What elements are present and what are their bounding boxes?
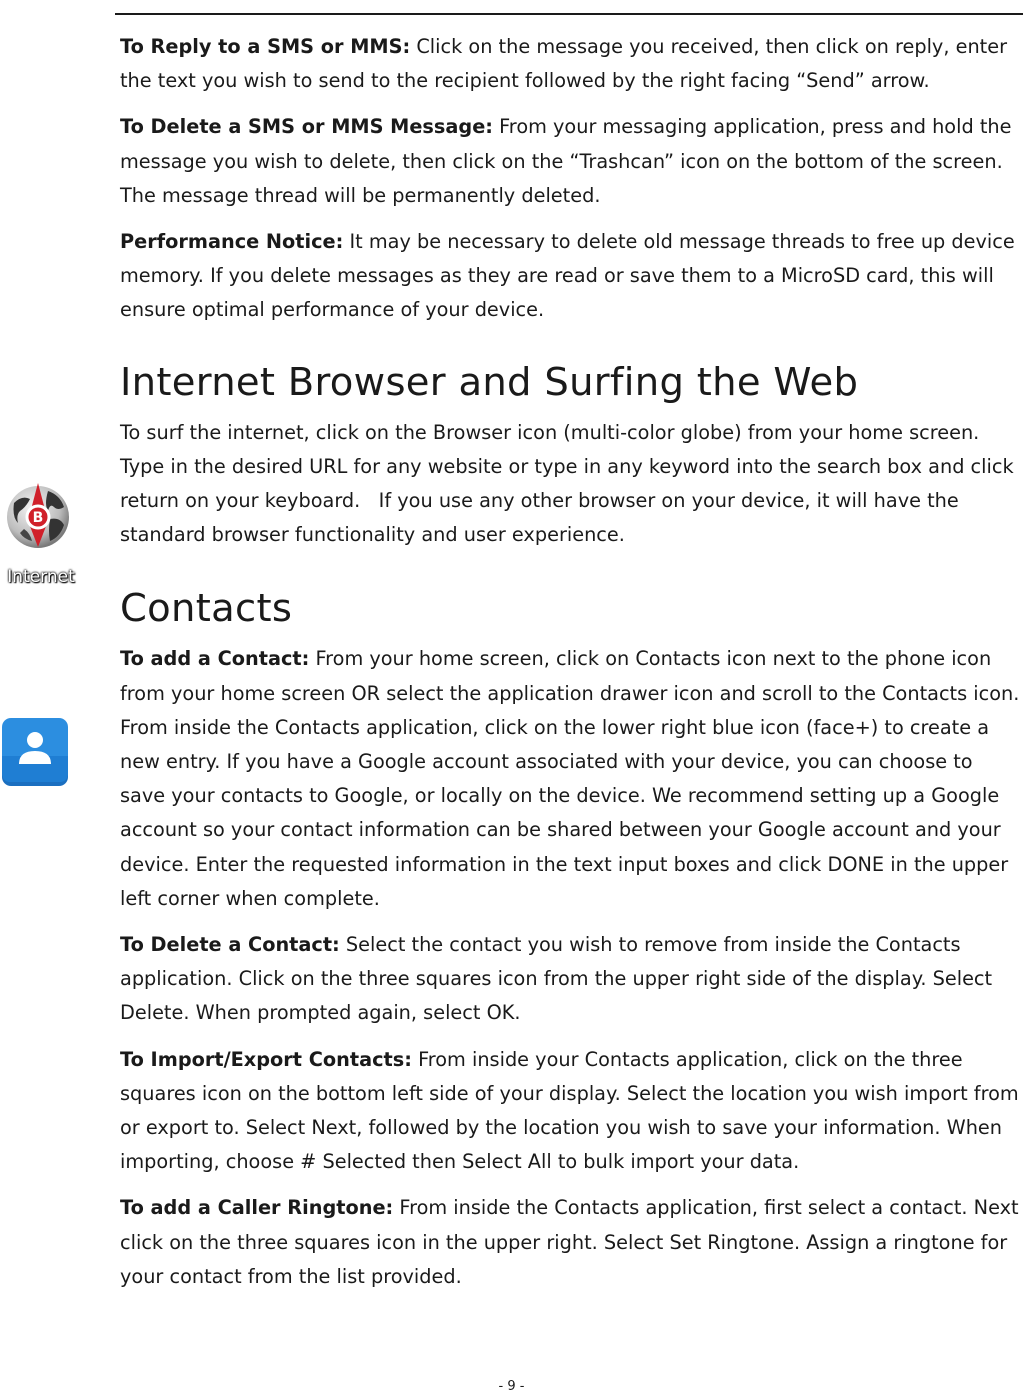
document-body — [120, 30, 1020, 1294]
top-rule — [115, 13, 1023, 15]
contacts-add-label: To add a Contact: — [120, 647, 310, 671]
performance-notice-paragraph — [120, 225, 1020, 328]
sms-delete-label: To Delete a SMS or MMS Message: — [120, 115, 493, 139]
contacts-delete-paragraph — [120, 928, 1020, 1031]
contacts-import-label: To Import/Export Contacts: — [120, 1047, 412, 1071]
svg-text:B: B — [32, 510, 44, 526]
performance-notice-text: It may be necessary to delete old message threads to free up device memory. If you delete messages as they are read or save them to a MicroSD card, this will ensure optimal performance of your device. — [120, 230, 1015, 322]
contacts-import-paragraph — [120, 1043, 1020, 1180]
sms-reply-paragraph — [120, 30, 1020, 98]
contacts-app-icon — [0, 716, 70, 789]
performance-notice-label: Performance Notice: — [120, 230, 344, 254]
contacts-delete-label: To Delete a Contact: — [120, 933, 340, 957]
internet-icon-label: Internet — [7, 567, 75, 587]
contacts-delete-text: Select the contact you wish to remove from inside the Contacts application. Click on the three squares icon from the upper right side of the display. Select Delete. When prompted again, select OK. — [120, 933, 993, 1025]
sms-delete-paragraph — [120, 110, 1020, 213]
internet-body: To surf the internet, click on the Browser icon (multi-color globe) from your home screen. Type in the desired URL for any website or type in any keyword into the search box and click return on your keyboard. If you use any other browser on your device, it will have the standard browser functionality and user experience. — [120, 420, 1020, 547]
contacts-heading: Contacts — [120, 586, 293, 632]
internet-heading: Internet Browser and Surfing the Web — [120, 359, 859, 405]
contacts-add-paragraph — [120, 642, 1020, 916]
contacts-ringtone-paragraph — [120, 1191, 1020, 1294]
contacts-ringtone-label: To add a Caller Ringtone: — [120, 1196, 394, 1220]
page-number: - 9 - — [498, 1379, 525, 1394]
contacts-ringtone-text: From inside the Contacts application, first select a contact. Next click on the three squares icon in the upper right. Select Set Ringtone. Assign a ringtone for your contact from the list provided. — [120, 1196, 1019, 1288]
sms-delete-text: From your messaging application, press and hold the message you wish to delete, then click on the “Trashcan” icon on the bottom of the screen. The message thread will be permanently deleted. — [120, 115, 1012, 207]
contacts-add-text: From your home screen, click on Contacts icon next to the phone icon from your home screen OR select the application drawer icon and scroll to the Contacts icon. From inside the Contacts application, click on the lower right blue icon (face+) to create a new entry. If you have a Google account associated with your device, you can choose to save your contacts to Google, or locally on the device. We recommend setting up a Google account so your contact information can be shared between your Google account and your device. Enter the requested information in the text input boxes and click DONE in the upper left corner when complete. — [120, 647, 1020, 910]
sms-reply-text: Click on the message you received, then click on reply, enter the text you wish to send to the recipient followed by the right facing “Send” arrow. — [120, 35, 1008, 93]
internet-globe-icon — [4, 481, 74, 553]
contacts-import-text: From inside your Contacts application, click on the three squares icon on the bottom left side of your display. Select the location you wish import from or export to. Select Next, followed by the location you wish to save your information. When importing, choose # Selected then Select All to bulk import your data. — [120, 1047, 1019, 1174]
sms-reply-label: To Reply to a SMS or MMS: — [120, 35, 411, 58]
